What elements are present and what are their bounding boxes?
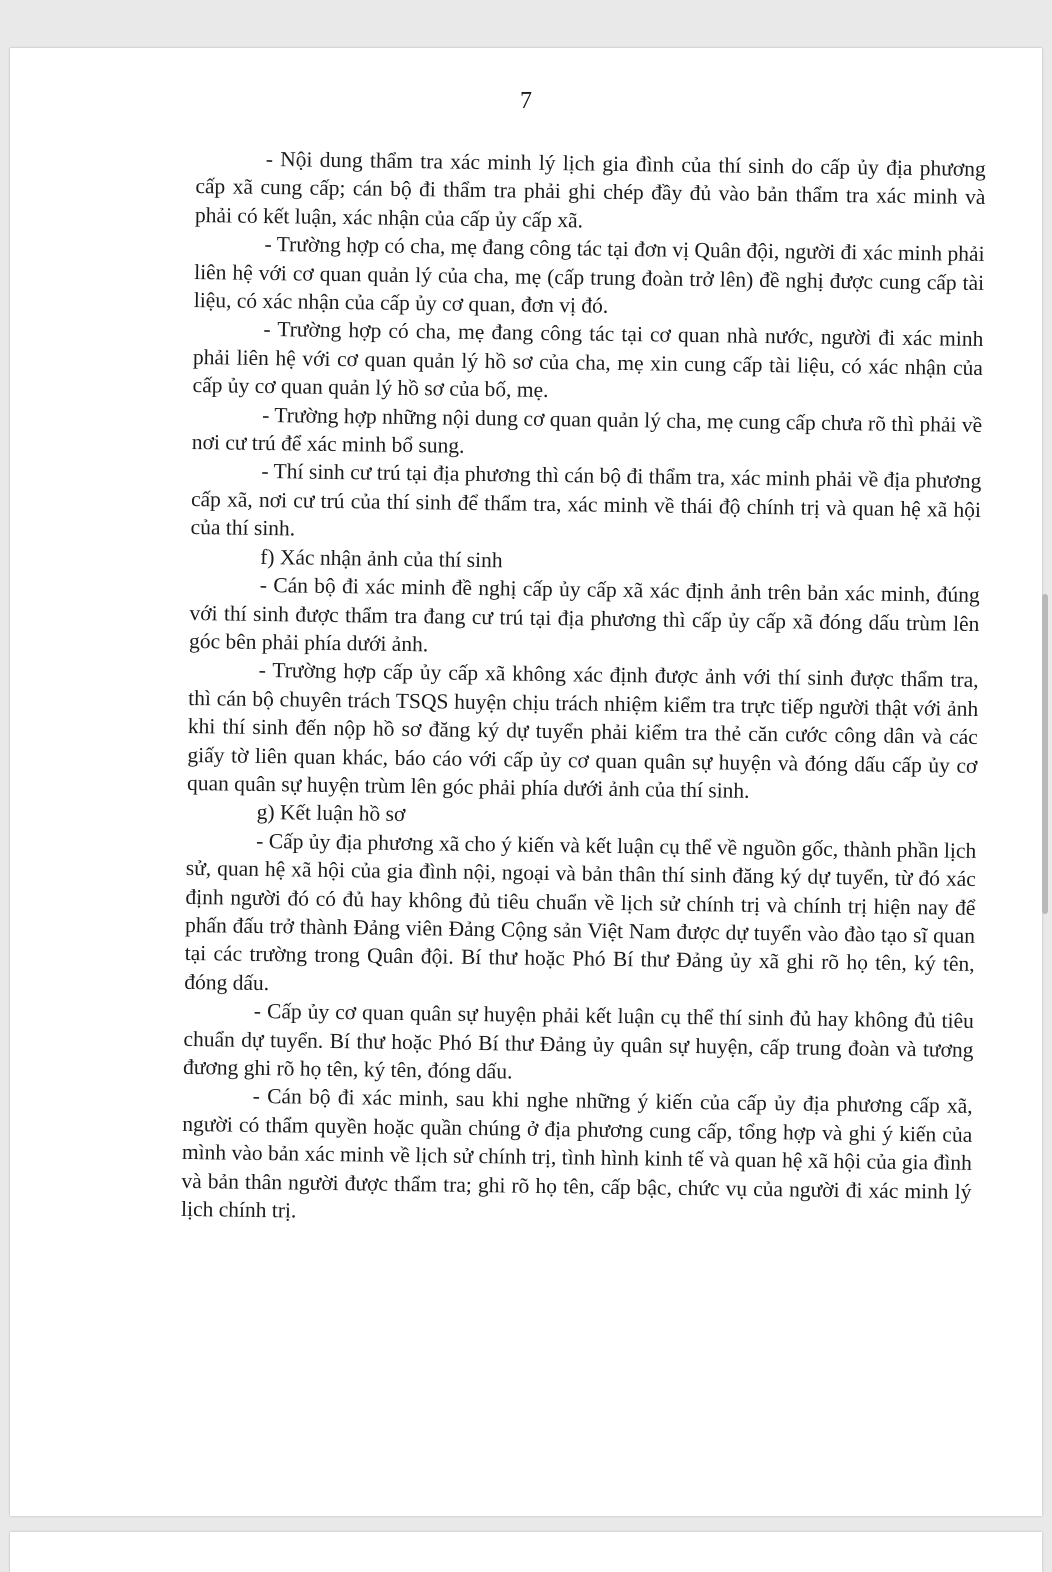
paragraph-commune-conclusion: - Cấp ủy địa phương xã cho ý kiến và kết luận cụ thể về nguồn gốc, thành phần lịch sử, quan hệ xã hội của gia đình nội, ngoại và bản thân thí sinh đăng ký dự tuyển, từ đó xác định người đó có đủ hay không đủ tiêu chuẩn về lịch sử chính trị và chính trị hiện nay để phấn đấu trở thành Đảng viên Đảng Cộng sản Việt Nam được dự tuyển vào đào tạo sĩ quan tại các trường trong Quân đội. Bí thư hoặc Phó Bí thư Đảng ủy xã ghi rõ họ tên, ký tên, đóng dấu. bbox=[184, 828, 977, 995]
paragraph-local-residence: - Thí sinh cư trú tại địa phương thì cán bộ đi thẩm tra, xác minh phải về địa phương cấp xã, nơi cư trú của thí sinh để thẩm tra, xác minh về thái độ chính trị và quan hệ xã hội của thí sinh. bbox=[190, 459, 982, 541]
page-number: 7 bbox=[520, 88, 532, 114]
section-heading-photo-confirmation: f) Xác nhận ảnh của thí sinh bbox=[260, 544, 503, 573]
page-body bbox=[181, 144, 986, 1234]
document-page bbox=[10, 48, 1042, 1516]
paragraph-unclear-content: - Trường hợp những nội dung cơ quan quản lý cha, mẹ cung cấp chưa rõ thì phải về nơi cư trú để xác minh bổ sung. bbox=[191, 402, 983, 458]
paragraph-officer-summary: - Cán bộ đi xác minh, sau khi nghe những ý kiến của cấp ủy địa phương cấp xã, người có thẩm quyền hoặc quần chúng ở địa phương cung cấp, tổng hợp và ghi ý kiến của mình vào bản xác minh về lịch sử chính trị, tình hình kinh tế và quan hệ xã hội của gia đình và bản thân người được thẩm tra; ghi rõ họ tên, cấp bậc, chức vụ của người đi xác minh lý lịch chính trị. bbox=[180, 1084, 973, 1223]
paragraph-parents-state-agency: - Trường hợp có cha, mẹ đang công tác tại cơ quan nhà nước, người đi xác minh phải liên hệ với cơ quan quản lý hồ sơ của cha, mẹ xin cung cấp tài liệu, có xác nhận của cấp ủy cơ quan quản lý hồ sơ của bố, mẹ. bbox=[192, 317, 984, 403]
paragraph-photo-unverified: - Trường hợp cấp ủy cấp xã không xác định được ảnh với thí sinh được thẩm tra, thì cán bộ chuyên trách TSQS huyện chịu trách nhiệm kiểm tra trực tiếp người thật với ảnh khi thí sinh đến nộp hồ sơ đăng ký dự tuyển phải kiểm tra thẻ căn cước công dân và các giấy tờ liên quan khác, báo cáo với cấp ủy cơ quan quân sự huyện và đóng dấu cấp ủy cơ quan quân sự huyện trùm lên góc phải phía dưới ảnh của thí sinh. bbox=[186, 658, 979, 803]
next-page-edge bbox=[10, 1532, 1042, 1572]
paragraph-district-conclusion: - Cấp ủy cơ quan quân sự huyện phải kết luận cụ thể thí sinh đủ hay không đủ tiêu chuẩn dự tuyển. Bí thư hoặc Phó Bí thư Đảng ủy quân sự huyện, cấp trung đoàn và tương đương ghi rõ họ tên, ký tên, đóng dấu. bbox=[182, 999, 974, 1084]
scrollbar-thumb[interactable] bbox=[1042, 594, 1048, 914]
paragraph-photo-stamp: - Cán bộ đi xác minh đề nghị cấp ủy cấp xã xác định ảnh trên bản xác minh, đúng với thí sinh được thẩm tra đang cư trú tại địa phương thì cấp ủy cấp xã đóng dấu trùm lên góc bên phải phía dưới ảnh. bbox=[188, 573, 980, 657]
section-heading-conclusion: g) Kết luận hồ sơ bbox=[256, 800, 406, 827]
paragraph-verification-content: - Nội dung thẩm tra xác minh lý lịch gia đình của thí sinh do cấp ủy địa phương cấp xã cung cấp; cán bộ đi thẩm tra phải ghi chép đầy đủ vào bản thẩm tra xác minh và phải có kết luận, xác nhận của cấp ủy cấp xã. bbox=[194, 146, 986, 233]
paragraph-parents-military: - Trường hợp có cha, mẹ đang công tác tại đơn vị Quân đội, người đi xác minh phải liên hệ với cơ quan quản lý của cha, mẹ (cấp trung đoàn trở lên) đề nghị được cung cấp tài liệu, có xác nhận của cấp ủy cơ quan, đơn vị đó. bbox=[193, 232, 985, 318]
